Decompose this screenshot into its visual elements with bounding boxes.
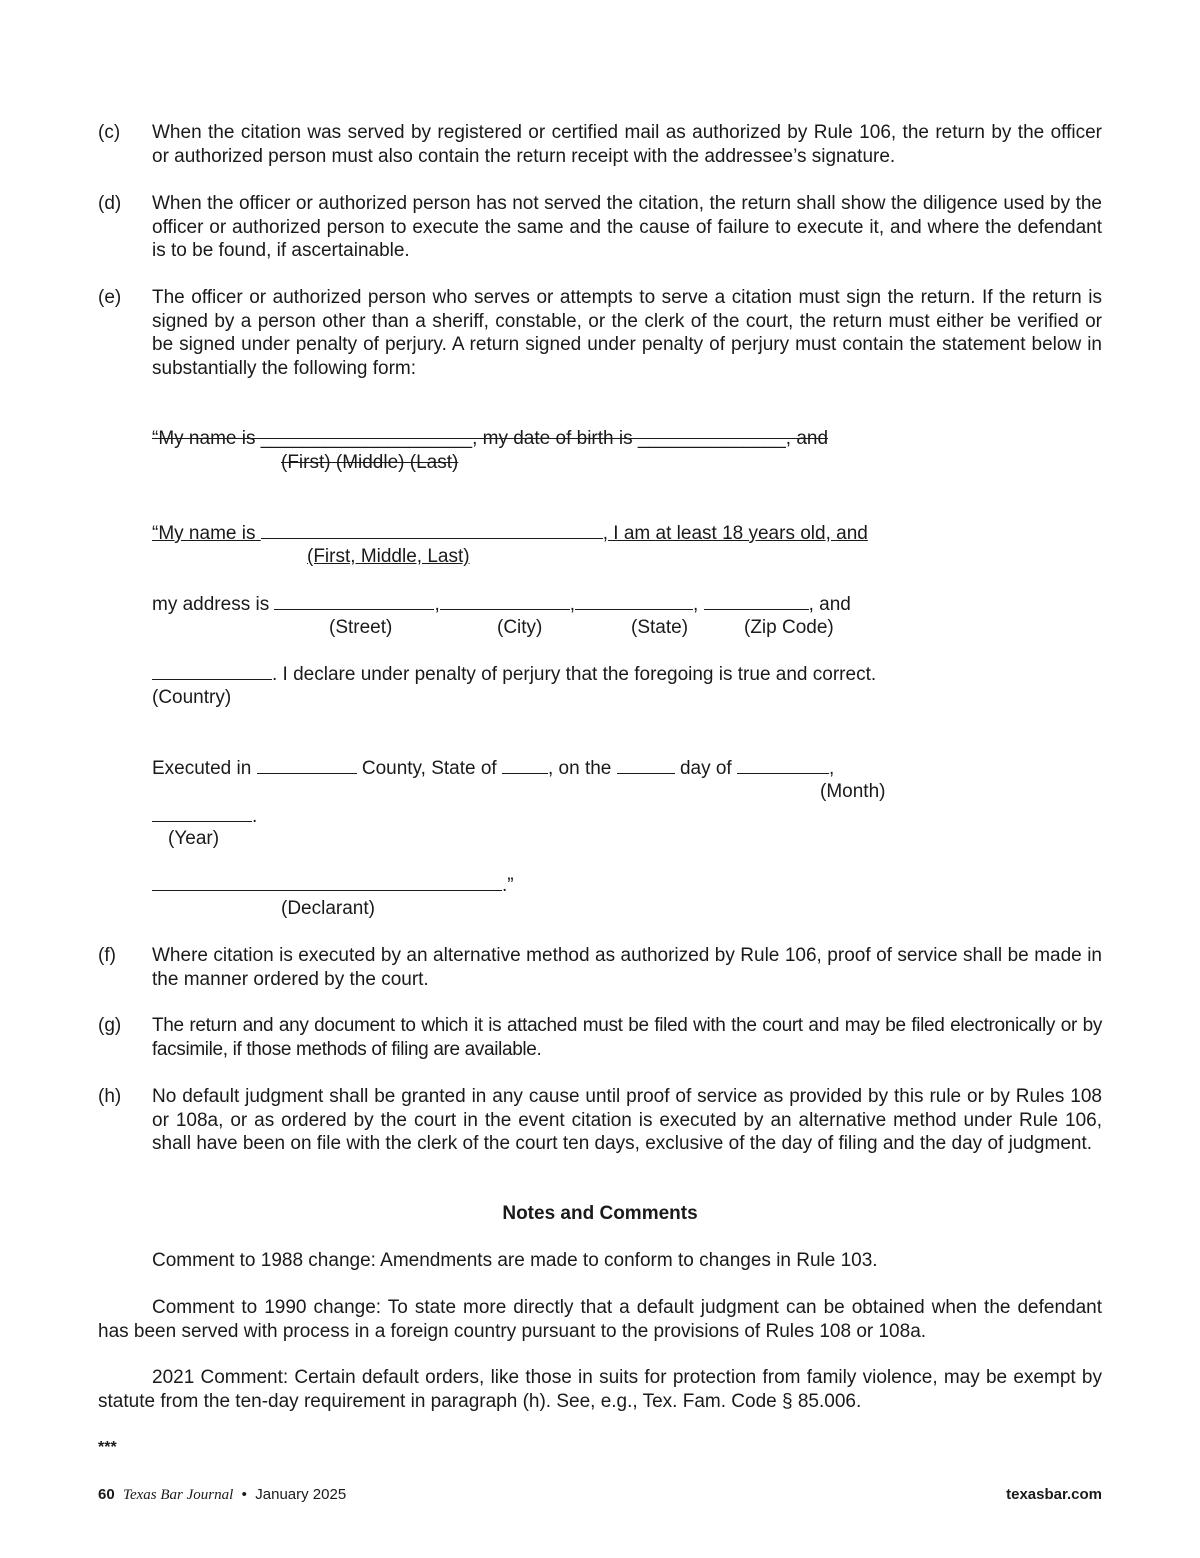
name-line (152, 521, 868, 546)
country-blank[interactable] (152, 662, 272, 680)
close-quote: .” (502, 875, 514, 896)
paragraph-c (98, 121, 1102, 168)
address-label: my address is (152, 594, 270, 615)
struck-name-caption: (First) (Middle) (Last) (281, 452, 459, 473)
paragraph-f (98, 944, 1102, 991)
county-state-label: County, State of (361, 758, 497, 779)
paragraph-label: (d) (98, 193, 122, 214)
declarant-line (152, 873, 514, 898)
footer-bullet: • (241, 1486, 247, 1503)
paragraph-label: (e) (98, 287, 122, 308)
comment-1990: Comment to 1990 change: To state more directly that a default judgment can be obtained when the defendant has been served with process in a foreign country pursuant to the provisions of Rules 108 or 108a. (98, 1297, 1102, 1342)
paragraph-label: (g) (98, 1015, 122, 1036)
state-blank[interactable] (575, 592, 693, 610)
declarant-caption: (Declarant) (281, 898, 375, 919)
address-end: , and (808, 594, 851, 615)
struck-name-line: “My name is ____________________, my date of birth is ______________, and (152, 428, 829, 449)
state-caption: (State) (631, 617, 689, 638)
notes-heading: Notes and Comments (502, 1203, 698, 1224)
issue-date: January 2025 (255, 1486, 347, 1503)
executed-in-label: Executed in (152, 758, 252, 779)
city-caption: (City) (497, 617, 543, 638)
zip-caption: (Zip Code) (744, 617, 834, 638)
page-number: 60 (98, 1486, 115, 1503)
state-of-blank[interactable] (502, 756, 548, 774)
name-prefix: “My name is (152, 523, 261, 544)
street-caption: (Street) (329, 617, 393, 638)
declarant-blank[interactable] (152, 873, 502, 891)
year-blank[interactable] (152, 804, 252, 822)
paragraph-text: No default judgment shall be granted in any cause until proof of service as provided by this rule or by Rules 108 or 108a, or as ordered by the court in the event citation is executed by an alternative method under Rule 106, shall have been on file with the clerk of the court ten days, exclusive of the day of filing and the day of judgment. (152, 1086, 1102, 1154)
on-the-label: , on the (547, 758, 612, 779)
country-caption: (Country) (152, 687, 232, 708)
day-blank[interactable] (617, 756, 675, 774)
paragraph-label: (f) (98, 945, 116, 966)
city-blank[interactable] (440, 592, 570, 610)
day-of-label: day of (679, 758, 732, 779)
month-blank[interactable] (737, 756, 829, 774)
paragraph-text: Where citation is executed by an alternative method as authorized by Rule 106, proof of service shall be made in the manner ordered by the court. (152, 945, 1102, 990)
declare-line (152, 662, 876, 687)
year-line: . (152, 804, 257, 829)
street-blank[interactable] (274, 592, 434, 610)
paragraph-text: When the citation was served by registered or certified mail as authorized by Rule 106, the return by the officer or authorized person must also contain the return receipt with the addressee’s signature. (152, 122, 1102, 167)
name-blank[interactable] (261, 521, 603, 539)
executed-line: Executed in County, State of , on the day of , (152, 758, 835, 779)
paragraph-label: (c) (98, 122, 121, 143)
address-line: my address is , , , , and (152, 594, 851, 615)
comment-1988: Comment to 1988 change: Amendments are made to conform to changes in Rule 103. (152, 1250, 878, 1271)
paragraph-e (98, 286, 1102, 380)
paragraph-h (98, 1085, 1102, 1156)
paragraph-text: The officer or authorized person who serves or attempts to serve a citation must sign the return. If the return is signed by a person other than a sheriff, constable, or the clerk of the court, the return must either be verified or be signed under penalty of perjury. A return signed under penalty of perjury must contain the statement below in substantially the following form: (152, 287, 1102, 379)
paragraph-text: The return and any document to which it is attached must be filed with the court and may be filed electronically or by facsimile, if those methods of filing are available. (152, 1015, 1102, 1060)
county-blank[interactable] (257, 756, 357, 774)
journal-title: Texas Bar Journal (123, 1487, 234, 1503)
paragraph-text: When the officer or authorized person has not served the citation, the return shall show the diligence used by the officer or authorized person to execute the same and the cause of failure to execute it, and where the defendant is to be found, if ascertainable. (152, 193, 1102, 261)
name-suffix: , I am at least 18 years old, and (602, 523, 868, 544)
page-footer-left (98, 1483, 346, 1508)
paragraph-label: (h) (98, 1086, 122, 1107)
paragraph-d (98, 192, 1102, 263)
site-url: texasbar.com (1006, 1486, 1102, 1503)
declare-text: . I declare under penalty of perjury that the foregoing is true and correct. (272, 664, 877, 685)
comment-2021: 2021 Comment: Certain default orders, like those in suits for protection from family violence, may be exempt by statute from the ten-day requirement in paragraph (h). See, e.g., Tex. Fam. Code § 85.006. (98, 1367, 1102, 1412)
year-caption: (Year) (168, 828, 220, 849)
name-caption: (First, Middle, Last) (307, 546, 470, 567)
paragraph-g (98, 1014, 1102, 1061)
zip-blank[interactable] (704, 592, 809, 610)
month-caption: (Month) (820, 781, 886, 802)
section-separator: *** (98, 1439, 117, 1456)
